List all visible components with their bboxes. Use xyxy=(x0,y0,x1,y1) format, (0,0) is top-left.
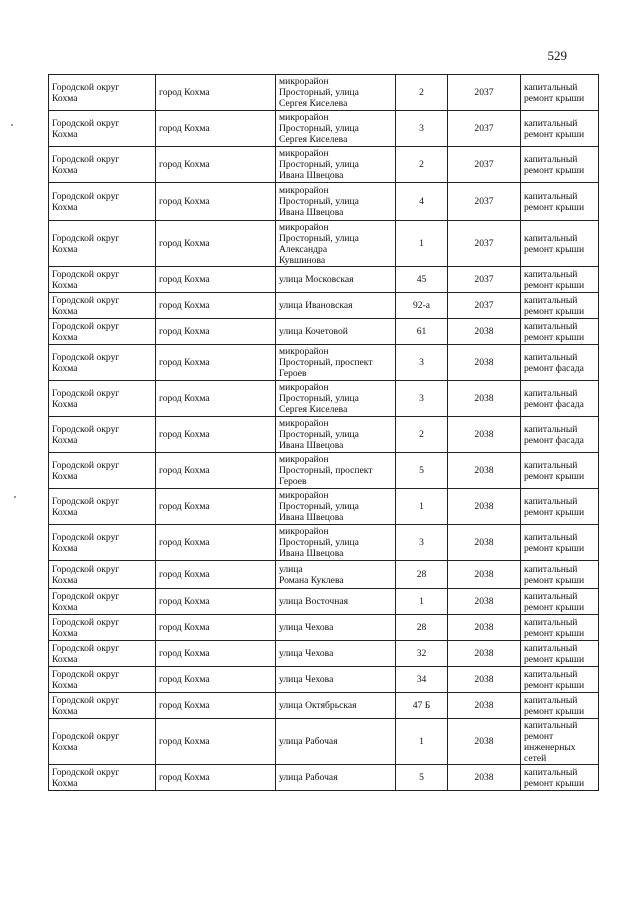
table-row xyxy=(49,641,599,667)
district-cell-line: Кохма xyxy=(52,243,78,255)
address-cell-line: микрорайон xyxy=(279,526,329,537)
year-cell: 2037 xyxy=(448,75,521,111)
address-cell-line: улица Октябрьская xyxy=(279,700,357,711)
work-type-cell-line: ремонт крыши xyxy=(524,201,585,213)
year-cell: 2037 xyxy=(448,293,521,319)
house-number-cell: 47 Б xyxy=(396,693,448,719)
address-cell-line: микрорайон xyxy=(279,454,329,465)
year-cell: 2038 xyxy=(448,693,521,719)
city-cell: город Кохма xyxy=(156,147,276,183)
city-cell: город Кохма xyxy=(156,267,276,293)
work-type-cell-line: капитальный xyxy=(524,387,578,399)
house-number-cell: 2 xyxy=(396,417,448,453)
table-row xyxy=(49,267,599,293)
work-type-cell-line: ремонт крыши xyxy=(524,128,585,140)
work-type-cell-line: капитальный xyxy=(524,190,578,202)
district-cell xyxy=(49,319,156,345)
year-cell: 2038 xyxy=(448,589,521,615)
city-cell: город Кохма xyxy=(156,615,276,641)
district-cell xyxy=(49,561,156,589)
address-cell xyxy=(276,453,396,489)
address-cell xyxy=(276,345,396,381)
work-type-cell xyxy=(521,111,599,147)
work-type-cell xyxy=(521,293,599,319)
address-cell xyxy=(276,765,396,791)
district-cell-line: Городской округ xyxy=(52,268,120,280)
address-cell-line: Ивана Швецова xyxy=(279,207,344,218)
work-type-cell-line: ремонт крыши xyxy=(524,331,585,343)
work-type-cell-line: ремонт крыши xyxy=(524,627,585,639)
city-cell: город Кохма xyxy=(156,293,276,319)
address-cell-line: Просторный, улица xyxy=(279,232,359,244)
address-cell-line: Просторный, улица xyxy=(279,537,359,548)
address-cell-line: улица Восточная xyxy=(279,596,349,607)
year-cell: 2038 xyxy=(448,719,521,765)
address-cell-line: микрорайон xyxy=(279,185,329,196)
address-cell xyxy=(276,75,396,111)
address-cell xyxy=(276,319,396,345)
city-cell: город Кохма xyxy=(156,525,276,561)
table-row xyxy=(49,667,599,693)
address-cell-line: микрорайон xyxy=(279,490,329,501)
district-cell xyxy=(49,765,156,791)
address-cell-line: микрорайон xyxy=(279,418,329,429)
district-cell-line: Кохма xyxy=(52,741,78,753)
district-cell xyxy=(49,293,156,319)
house-number-cell: 2 xyxy=(396,147,448,183)
table-row xyxy=(49,345,599,381)
year-cell: 2038 xyxy=(448,453,521,489)
table-row xyxy=(49,615,599,641)
work-type-cell-line: ремонт фасада xyxy=(524,362,584,374)
work-type-cell xyxy=(521,381,599,417)
address-cell-line: улица Ивановская xyxy=(279,300,353,311)
work-type-cell xyxy=(521,641,599,667)
address-cell-line: Просторный, проспект xyxy=(279,465,373,476)
table-row xyxy=(49,319,599,345)
work-type-cell-line: капитальный xyxy=(524,268,578,280)
district-cell xyxy=(49,667,156,693)
year-cell: 2037 xyxy=(448,147,521,183)
work-type-cell xyxy=(521,75,599,111)
work-type-cell-line: капитальный xyxy=(524,719,578,731)
district-cell xyxy=(49,221,156,267)
district-cell-line: Кохма xyxy=(52,128,78,140)
district-cell xyxy=(49,345,156,381)
year-cell: 2038 xyxy=(448,319,521,345)
work-type-cell xyxy=(521,693,599,719)
address-cell-line: Сергея Киселева xyxy=(279,134,348,145)
address-cell-line: Героев xyxy=(279,368,307,379)
city-cell: город Кохма xyxy=(156,183,276,221)
address-cell-line: улица xyxy=(279,563,303,575)
district-cell-line: Городской округ xyxy=(52,642,120,654)
work-type-cell-line: ремонт крыши xyxy=(524,679,585,691)
address-cell-line: Героев xyxy=(279,476,307,487)
city-cell: город Кохма xyxy=(156,589,276,615)
house-number-cell: 28 xyxy=(396,615,448,641)
year-cell: 2038 xyxy=(448,615,521,641)
city-cell: город Кохма xyxy=(156,667,276,693)
work-type-cell-line: капитальный xyxy=(524,495,578,507)
district-cell xyxy=(49,111,156,147)
scan-speck xyxy=(11,124,13,126)
address-cell-line: улица Рабочая xyxy=(279,772,338,783)
work-type-cell-line: сетей xyxy=(524,752,547,764)
address-cell xyxy=(276,147,396,183)
work-type-cell-line: ремонт крыши xyxy=(524,705,585,717)
work-type-cell-line: капитальный xyxy=(524,153,578,165)
work-type-cell-line: капитальный xyxy=(524,590,578,602)
work-type-cell-line: инженерных xyxy=(524,741,576,753)
address-cell xyxy=(276,667,396,693)
district-cell-line: Городской округ xyxy=(52,153,120,165)
district-cell-line: Городской округ xyxy=(52,387,120,399)
house-number-cell: 28 xyxy=(396,561,448,589)
table-row xyxy=(49,719,599,765)
district-cell xyxy=(49,693,156,719)
year-cell: 2038 xyxy=(448,489,521,525)
address-cell-line: микрорайон xyxy=(279,382,329,393)
address-cell-line: Просторный, улица xyxy=(279,501,359,512)
work-type-cell xyxy=(521,615,599,641)
address-cell xyxy=(276,111,396,147)
district-cell-line: Кохма xyxy=(52,201,78,213)
district-cell-line: Кохма xyxy=(52,164,78,176)
city-cell: город Кохма xyxy=(156,381,276,417)
address-cell-line: Ивана Швецова xyxy=(279,548,344,559)
work-type-cell-line: капитальный xyxy=(524,694,578,706)
city-cell: город Кохма xyxy=(156,489,276,525)
address-cell-line: микрорайон xyxy=(279,112,329,123)
address-cell-line: Просторный, улица xyxy=(279,159,359,170)
city-cell: город Кохма xyxy=(156,765,276,791)
work-type-cell-line: ремонт фасада xyxy=(524,434,584,446)
district-cell-line: Городской округ xyxy=(52,320,120,332)
address-cell-line: улица Чехова xyxy=(279,674,334,685)
address-cell-line: микрорайон xyxy=(279,148,329,159)
house-number-cell: 1 xyxy=(396,589,448,615)
district-cell-line: Кохма xyxy=(52,627,78,639)
work-type-cell xyxy=(521,525,599,561)
work-type-cell xyxy=(521,319,599,345)
district-cell-line: Кохма xyxy=(52,434,78,446)
district-cell xyxy=(49,489,156,525)
address-cell-line: Сергея Киселева xyxy=(279,98,348,109)
work-type-cell-line: ремонт крыши xyxy=(524,305,585,317)
table-row xyxy=(49,693,599,719)
district-cell-line: Городской округ xyxy=(52,766,120,778)
year-cell: 2038 xyxy=(448,765,521,791)
work-type-cell-line: ремонт крыши xyxy=(524,164,585,176)
house-number-cell: 92-а xyxy=(396,293,448,319)
district-cell-line: Городской округ xyxy=(52,232,120,244)
district-cell-line: Кохма xyxy=(52,362,78,374)
address-cell xyxy=(276,183,396,221)
work-type-cell-line: ремонт крыши xyxy=(524,777,585,789)
table-row xyxy=(49,453,599,489)
address-cell-line: Романа Куклева xyxy=(279,574,344,586)
house-number-cell: 34 xyxy=(396,667,448,693)
work-type-cell-line: ремонт крыши xyxy=(524,601,585,613)
year-cell: 2038 xyxy=(448,417,521,453)
address-cell-line: улица Кочетовой xyxy=(279,326,348,337)
address-cell xyxy=(276,381,396,417)
district-cell xyxy=(49,147,156,183)
district-cell-line: Городской округ xyxy=(52,294,120,306)
table-row xyxy=(49,417,599,453)
district-cell-line: Кохма xyxy=(52,679,78,691)
house-number-cell: 1 xyxy=(396,221,448,267)
work-type-cell-line: ремонт крыши xyxy=(524,92,585,104)
year-cell: 2038 xyxy=(448,667,521,693)
work-type-cell-line: ремонт xyxy=(524,730,554,742)
house-number-cell: 3 xyxy=(396,381,448,417)
work-type-cell xyxy=(521,489,599,525)
address-cell-line: Кувшинова xyxy=(279,254,326,266)
house-number-cell: 1 xyxy=(396,489,448,525)
district-cell-line: Городской округ xyxy=(52,563,120,575)
work-type-cell-line: ремонт крыши xyxy=(524,653,585,665)
table-row xyxy=(49,561,599,589)
work-type-cell xyxy=(521,221,599,267)
house-number-cell: 2 xyxy=(396,75,448,111)
work-type-cell-line: ремонт крыши xyxy=(524,506,585,518)
address-cell-line: Сергея Киселева xyxy=(279,404,348,415)
year-cell: 2038 xyxy=(448,641,521,667)
address-cell-line: микрорайон xyxy=(279,346,329,357)
address-cell-line: улица Рабочая xyxy=(279,736,338,747)
district-cell-line: Кохма xyxy=(52,574,78,586)
district-cell-line: Городской округ xyxy=(52,81,120,93)
work-type-cell-line: капитальный xyxy=(524,423,578,435)
house-number-cell: 5 xyxy=(396,453,448,489)
city-cell: город Кохма xyxy=(156,319,276,345)
address-cell xyxy=(276,719,396,765)
table-row xyxy=(49,75,599,111)
address-cell-line: Ивана Швецова xyxy=(279,440,344,451)
table-row xyxy=(49,147,599,183)
district-cell-line: Городской округ xyxy=(52,616,120,628)
work-type-cell xyxy=(521,453,599,489)
district-cell-line: Кохма xyxy=(52,398,78,410)
city-cell: город Кохма xyxy=(156,641,276,667)
work-type-cell-line: ремонт крыши xyxy=(524,542,585,554)
work-type-cell-line: ремонт крыши xyxy=(524,574,585,586)
district-cell xyxy=(49,453,156,489)
year-cell: 2037 xyxy=(448,221,521,267)
district-cell-line: Городской округ xyxy=(52,459,120,471)
work-type-cell-line: ремонт фасада xyxy=(524,398,584,410)
address-cell xyxy=(276,589,396,615)
city-cell: город Кохма xyxy=(156,111,276,147)
address-cell xyxy=(276,489,396,525)
address-cell xyxy=(276,417,396,453)
work-type-cell-line: капитальный xyxy=(524,616,578,628)
address-cell-line: Просторный, улица xyxy=(279,123,359,134)
page-number: 529 xyxy=(547,48,567,63)
table-row xyxy=(49,489,599,525)
address-cell xyxy=(276,615,396,641)
year-cell: 2038 xyxy=(448,525,521,561)
year-cell: 2037 xyxy=(448,267,521,293)
house-number-cell: 1 xyxy=(396,719,448,765)
city-cell: город Кохма xyxy=(156,719,276,765)
table-row xyxy=(49,765,599,791)
address-cell-line: Просторный, улица xyxy=(279,393,359,404)
district-cell xyxy=(49,417,156,453)
district-cell xyxy=(49,183,156,221)
work-type-cell-line: капитальный xyxy=(524,642,578,654)
work-type-cell-line: капитальный xyxy=(524,766,578,778)
work-type-cell xyxy=(521,147,599,183)
district-cell xyxy=(49,75,156,111)
table-row xyxy=(49,293,599,319)
district-cell-line: Кохма xyxy=(52,470,78,482)
district-cell xyxy=(49,615,156,641)
address-cell-line: микрорайон xyxy=(279,221,329,233)
address-cell-line: Ивана Швецова xyxy=(279,170,344,181)
district-cell-line: Кохма xyxy=(52,705,78,717)
district-cell xyxy=(49,589,156,615)
district-cell-line: Городской округ xyxy=(52,531,120,543)
address-cell-line: Просторный, улица xyxy=(279,429,359,440)
year-cell: 2038 xyxy=(448,561,521,589)
district-cell-line: Городской округ xyxy=(52,590,120,602)
district-cell xyxy=(49,381,156,417)
house-number-cell: 45 xyxy=(396,267,448,293)
district-cell-line: Городской округ xyxy=(52,694,120,706)
table-row xyxy=(49,111,599,147)
district-cell-line: Городской округ xyxy=(52,423,120,435)
address-cell-line: микрорайон xyxy=(279,76,329,87)
scan-speck xyxy=(14,496,16,498)
work-type-cell-line: капитальный xyxy=(524,81,578,93)
district-cell xyxy=(49,719,156,765)
work-type-cell-line: капитальный xyxy=(524,531,578,543)
city-cell: город Кохма xyxy=(156,693,276,719)
address-cell xyxy=(276,561,396,589)
city-cell: город Кохма xyxy=(156,561,276,589)
table-row xyxy=(49,525,599,561)
district-cell-line: Городской округ xyxy=(52,730,120,742)
house-number-cell: 3 xyxy=(396,345,448,381)
work-type-cell xyxy=(521,345,599,381)
repair-schedule-table xyxy=(48,74,599,791)
district-cell-line: Кохма xyxy=(52,777,78,789)
year-cell: 2038 xyxy=(448,381,521,417)
district-cell-line: Кохма xyxy=(52,653,78,665)
work-type-cell xyxy=(521,561,599,589)
address-cell xyxy=(276,641,396,667)
district-cell-line: Кохма xyxy=(52,305,78,317)
house-number-cell: 4 xyxy=(396,183,448,221)
district-cell-line: Кохма xyxy=(52,279,78,291)
house-number-cell: 32 xyxy=(396,641,448,667)
work-type-cell-line: капитальный xyxy=(524,563,578,575)
district-cell xyxy=(49,267,156,293)
table-row xyxy=(49,381,599,417)
address-cell-line: Просторный, проспект xyxy=(279,357,373,368)
address-cell-line: улица Чехова xyxy=(279,648,334,659)
year-cell: 2037 xyxy=(448,111,521,147)
work-type-cell-line: капитальный xyxy=(524,459,578,471)
district-cell-line: Кохма xyxy=(52,92,78,104)
address-cell xyxy=(276,267,396,293)
district-cell-line: Городской округ xyxy=(52,190,120,202)
address-cell-line: Просторный, улица xyxy=(279,87,359,98)
district-cell-line: Городской округ xyxy=(52,351,120,363)
work-type-cell-line: ремонт крыши xyxy=(524,243,585,255)
work-type-cell xyxy=(521,667,599,693)
work-type-cell xyxy=(521,267,599,293)
address-cell-line: Александра xyxy=(279,243,328,255)
work-type-cell-line: капитальный xyxy=(524,351,578,363)
district-cell-line: Кохма xyxy=(52,331,78,343)
work-type-cell-line: ремонт крыши xyxy=(524,470,585,482)
table-row xyxy=(49,589,599,615)
table-row xyxy=(49,221,599,267)
work-type-cell-line: капитальный xyxy=(524,668,578,680)
house-number-cell: 3 xyxy=(396,525,448,561)
work-type-cell xyxy=(521,417,599,453)
house-number-cell: 5 xyxy=(396,765,448,791)
table-body xyxy=(49,75,599,791)
address-cell-line: улица Московская xyxy=(279,274,354,285)
city-cell: город Кохма xyxy=(156,75,276,111)
address-cell-line: улица Чехова xyxy=(279,622,334,633)
work-type-cell xyxy=(521,589,599,615)
table-row xyxy=(49,183,599,221)
work-type-cell xyxy=(521,719,599,765)
district-cell-line: Городской округ xyxy=(52,495,120,507)
address-cell-line: Ивана Швецова xyxy=(279,512,344,523)
district-cell xyxy=(49,641,156,667)
address-cell xyxy=(276,293,396,319)
district-cell-line: Городской округ xyxy=(52,117,120,129)
city-cell: город Кохма xyxy=(156,453,276,489)
city-cell: город Кохма xyxy=(156,221,276,267)
work-type-cell-line: капитальный xyxy=(524,294,578,306)
district-cell-line: Кохма xyxy=(52,601,78,613)
house-number-cell: 61 xyxy=(396,319,448,345)
district-cell-line: Городской округ xyxy=(52,668,120,680)
year-cell: 2037 xyxy=(448,183,521,221)
city-cell: город Кохма xyxy=(156,345,276,381)
address-cell xyxy=(276,221,396,267)
address-cell xyxy=(276,693,396,719)
district-cell-line: Кохма xyxy=(52,506,78,518)
work-type-cell-line: капитальный xyxy=(524,117,578,129)
district-cell xyxy=(49,525,156,561)
work-type-cell xyxy=(521,183,599,221)
work-type-cell-line: капитальный xyxy=(524,320,578,332)
address-cell-line: Просторный, улица xyxy=(279,196,359,207)
work-type-cell xyxy=(521,765,599,791)
city-cell: город Кохма xyxy=(156,417,276,453)
year-cell: 2038 xyxy=(448,345,521,381)
address-cell xyxy=(276,525,396,561)
district-cell-line: Кохма xyxy=(52,542,78,554)
work-type-cell-line: капитальный xyxy=(524,232,578,244)
work-type-cell-line: ремонт крыши xyxy=(524,279,585,291)
house-number-cell: 3 xyxy=(396,111,448,147)
